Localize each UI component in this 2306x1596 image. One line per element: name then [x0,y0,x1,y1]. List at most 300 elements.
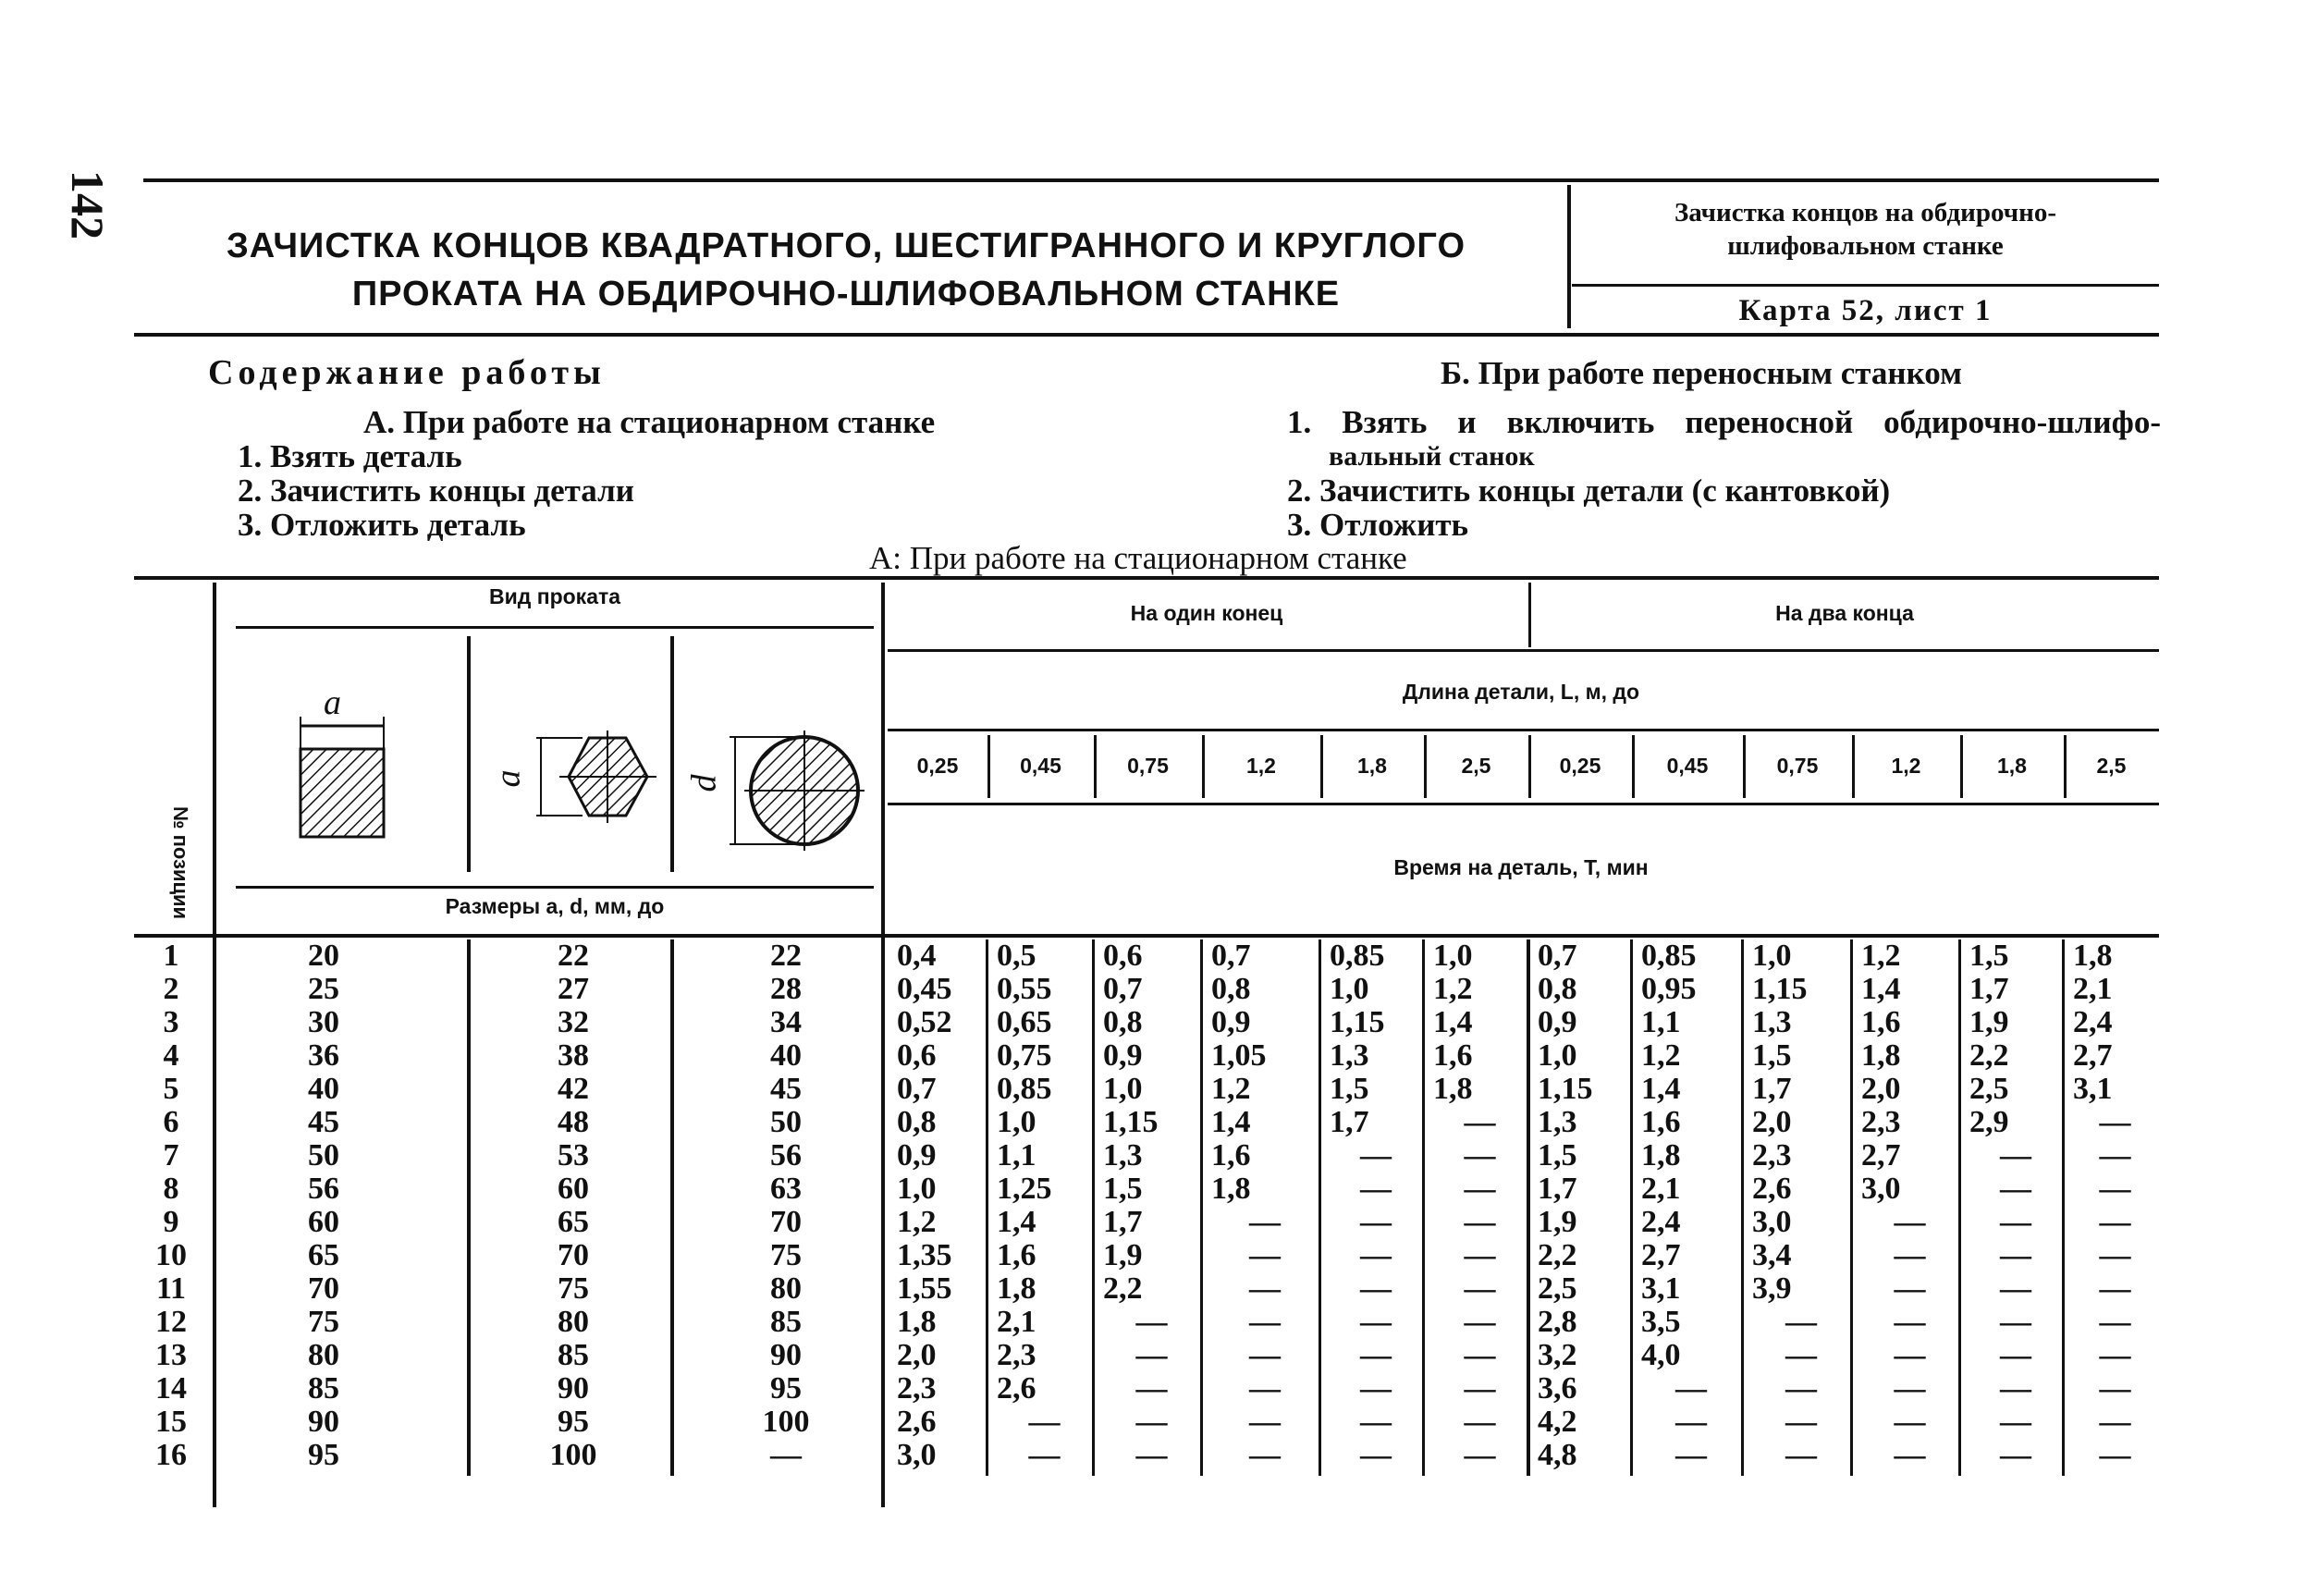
time-value: 3,2 [1538,1338,1577,1372]
time-value: — [1249,1438,1281,1472]
time-value: — [2099,1271,2131,1306]
time-value: 2,0 [897,1338,937,1372]
round-size: 28 [770,972,802,1006]
round-size: — [770,1438,802,1472]
time-value: — [2099,1305,2131,1339]
time-value: 0,85 [1641,939,1697,973]
time-value: 0,8 [1211,972,1251,1006]
time-value: — [1249,1305,1281,1339]
time-value: 2,6 [897,1405,937,1439]
sizes-header-rule [236,886,874,889]
length-value: 0,45 [1020,754,1061,778]
section-a-step-3: 3. Отложить деталь [238,507,526,543]
time-value: — [1785,1438,1817,1472]
time-value: 0,9 [897,1138,937,1172]
round-size: 90 [770,1338,802,1372]
length-divider [987,735,990,798]
square-size: 56 [308,1172,339,1206]
time-value: 0,6 [1103,939,1143,973]
time-value: 1,7 [1969,972,2009,1006]
time-value: 0,85 [1330,939,1385,973]
round-size: 34 [770,1005,802,1039]
round-size: 85 [770,1305,802,1339]
time-value: — [2099,1105,2131,1139]
time-value: — [2099,1172,2131,1206]
time-value: — [2099,1405,2131,1439]
length-divider [1852,735,1855,798]
time-value: 1,0 [1752,939,1792,973]
time-value: 1,0 [1330,972,1369,1006]
time-value: 3,0 [897,1438,937,1472]
time-value: 1,3 [1752,1005,1792,1039]
time-value: 1,8 [2073,939,2113,973]
time-value: 1,7 [1103,1205,1143,1239]
time-value: 1,4 [997,1205,1036,1239]
time-col-divider [1092,939,1095,1476]
length-value: 1,2 [1246,754,1276,778]
group-divider [1528,583,1531,647]
time-value: 1,0 [1103,1072,1143,1106]
time-value: — [1135,1438,1168,1472]
time-value: 3,0 [1861,1172,1901,1206]
time-value: — [1360,1138,1392,1172]
position-column-header: № позиции [169,805,192,920]
length-divider [1632,735,1635,798]
hex-size: 70 [558,1238,589,1272]
time-value: — [1360,1371,1392,1406]
hex-size: 95 [558,1405,589,1439]
hex-size: 100 [549,1438,597,1472]
length-value: 0,25 [1559,754,1601,778]
length-value: 2,5 [2096,754,2127,778]
time-value: — [1360,1172,1392,1206]
time-value: — [2000,1438,2031,1472]
section-b-step-3: 3. Отложить [1287,507,1469,543]
time-value: — [2099,1438,2131,1472]
time-value: 2,5 [1969,1072,2009,1106]
square-size: 95 [308,1438,339,1472]
time-value: 1,15 [1103,1105,1159,1139]
time-value: 0,5 [997,939,1036,973]
square-dim-label: a [324,683,341,722]
time-value: — [1785,1305,1817,1339]
time-value: 1,8 [1433,1072,1473,1106]
time-value: — [1785,1371,1817,1406]
time-value: 1,0 [997,1105,1036,1139]
time-col-divider [1319,939,1321,1476]
time-value: 1,2 [897,1205,937,1239]
round-size: 100 [762,1405,810,1439]
time-value: 2,1 [1641,1172,1681,1206]
time-value: 1,2 [1433,972,1473,1006]
length-divider [1424,735,1427,798]
section-b-step-1: 1. Взять и включить переносной обдирочно-шлифо- вальный станок [1287,404,2161,472]
hex-size: 27 [558,972,589,1006]
hex-size: 42 [558,1072,589,1106]
length-divider [1960,735,1963,798]
position-number: 7 [163,1138,179,1172]
time-header: Время на деталь, Т, мин [1393,855,1649,879]
time-value: — [1249,1205,1281,1239]
time-value: 2,6 [1752,1172,1792,1206]
time-col-divider [1850,939,1853,1476]
time-value: — [1028,1405,1061,1439]
header-divider [1567,185,1571,328]
time-value: 2,3 [1861,1105,1901,1139]
time-value: — [2099,1338,2131,1372]
square-size: 45 [308,1105,339,1139]
square-size: 20 [308,939,339,973]
time-value: 0,65 [997,1005,1052,1039]
time-value: — [1135,1305,1168,1339]
position-number: 8 [163,1172,179,1206]
time-value: — [1464,1138,1496,1172]
time-value: — [2000,1405,2031,1439]
time-value: 1,4 [1433,1005,1473,1039]
position-number: 1 [163,939,179,973]
time-value: — [1894,1238,1926,1272]
time-value: 1,6 [1211,1138,1251,1172]
table-caption: А: При работе на стационарном станке [869,540,1407,576]
time-value: 2,4 [2073,1005,2113,1039]
group-one-end: На один конец [1130,601,1283,625]
section-a-title: А. При работе на стационарном станке [363,404,936,440]
time-col-divider [1741,939,1744,1476]
time-col-divider [986,939,988,1476]
section-b-title: Б. При работе переносным станком [1441,355,1962,391]
position-number: 3 [163,1005,179,1039]
time-value: 1,0 [1433,939,1473,973]
group-rule [888,649,2159,652]
position-number: 2 [163,972,179,1006]
time-value: 3,0 [1752,1205,1792,1239]
length-value: 0,45 [1666,754,1709,778]
section-a-step-1: 1. Взять деталь [238,438,462,474]
time-value: — [1894,1271,1926,1306]
time-value: 1,2 [1641,1038,1681,1073]
round-size: 40 [770,1038,802,1073]
time-value: 1,8 [1641,1138,1681,1172]
time-value: — [2000,1172,2031,1206]
round-size: 56 [770,1138,802,1172]
square-size: 65 [308,1238,339,1272]
hex-size: 75 [558,1271,589,1306]
time-value: 2,6 [997,1371,1036,1406]
time-value: 1,6 [1641,1105,1681,1139]
time-value: 0,7 [1211,939,1251,973]
round-profile-figure [717,726,874,855]
time-value: — [1464,1271,1496,1306]
header-right-rule [1572,284,2159,287]
time-value: 2,4 [1641,1205,1681,1239]
table-top-rule [134,576,2159,580]
time-value: 3,1 [2073,1072,2113,1106]
time-value: 0,8 [897,1105,937,1139]
hex-size: 48 [558,1105,589,1139]
time-value: 2,7 [1641,1238,1681,1272]
position-number: 10 [155,1238,187,1272]
round-size: 95 [770,1371,802,1406]
square-size: 36 [308,1038,339,1073]
time-value: 1,1 [997,1138,1036,1172]
time-value: — [1464,1238,1496,1272]
time-value: — [1894,1305,1926,1339]
length-divider [1320,735,1323,798]
time-value: — [2099,1238,2131,1272]
hex-profile-figure [513,721,661,832]
time-value: — [1894,1405,1926,1439]
time-value: — [2099,1371,2131,1406]
hex-size: 90 [558,1371,589,1406]
time-value: 2,0 [1861,1072,1901,1106]
fig-divider-1 [467,636,471,872]
time-value: — [1464,1105,1496,1139]
position-number: 15 [155,1405,187,1439]
time-value: 1,4 [1641,1072,1681,1106]
time-value: 1,7 [1752,1072,1792,1106]
time-value: 2,1 [2073,972,2113,1006]
time-value: 0,85 [997,1072,1052,1106]
time-value: 1,6 [1861,1005,1901,1039]
time-value: — [1894,1205,1926,1239]
time-value: 1,9 [1969,1005,2009,1039]
round-size: 70 [770,1205,802,1239]
length-divider [1528,735,1531,798]
header-top-rule [143,178,2159,182]
time-value: 2,3 [897,1371,937,1406]
time-value: 1,0 [1538,1038,1577,1073]
length-divider [1202,735,1205,798]
time-value: 1,8 [897,1305,937,1339]
time-value: — [1249,1405,1281,1439]
time-value: — [2099,1138,2131,1172]
position-number: 4 [163,1038,179,1073]
length-value: 0,75 [1127,754,1169,778]
hex-size: 22 [558,939,589,973]
time-value: — [1464,1338,1496,1372]
time-value: — [1464,1371,1496,1406]
time-value: 1,25 [997,1172,1052,1206]
time-value: 3,6 [1538,1371,1577,1406]
time-value: 3,9 [1752,1271,1792,1306]
time-value: — [1135,1405,1168,1439]
time-value: — [1675,1405,1707,1439]
time-value: 1,35 [897,1238,952,1272]
time-value: — [2099,1205,2131,1239]
time-value: 1,15 [1330,1005,1385,1039]
square-size: 50 [308,1138,339,1172]
time-value: 1,05 [1211,1038,1267,1073]
time-value: — [2000,1205,2031,1239]
time-value: — [1894,1371,1926,1406]
time-value: 1,5 [1752,1038,1792,1073]
time-value: — [1360,1271,1392,1306]
time-value: 0,9 [1538,1005,1577,1039]
time-value: 0,8 [1103,1005,1143,1039]
time-value: — [1249,1338,1281,1372]
time-value: 1,9 [1103,1238,1143,1272]
time-value: 0,9 [1211,1005,1251,1039]
time-value: — [2000,1271,2031,1306]
time-value: — [1675,1438,1707,1472]
position-number: 16 [155,1438,187,1472]
body-divider [467,939,471,1476]
hex-size: 85 [558,1338,589,1372]
position-number: 11 [155,1271,187,1306]
time-value: 2,0 [1752,1105,1792,1139]
page-number: 142 [62,170,114,239]
round-size: 63 [770,1172,802,1206]
time-value: — [1135,1371,1168,1406]
header-bottom-rule [134,333,2159,337]
time-value: 2,5 [1538,1271,1577,1306]
time-value: 2,9 [1969,1105,2009,1139]
square-size: 85 [308,1371,339,1406]
time-value: — [1464,1205,1496,1239]
time-value: 1,6 [997,1238,1036,1272]
profile-header: Вид проката [488,584,621,608]
round-size: 50 [770,1105,802,1139]
sizes-header: Размеры а, d, мм, до [445,894,665,918]
lengths-bottom-rule [888,803,2159,805]
time-value: 0,9 [1103,1038,1143,1073]
time-value: 1,7 [1330,1105,1369,1139]
time-value: 1,4 [1211,1105,1251,1139]
round-size: 22 [770,939,802,973]
hex-size: 65 [558,1205,589,1239]
time-value: — [2000,1338,2031,1372]
time-value: 1,1 [1641,1005,1681,1039]
time-value: 0,95 [1641,972,1697,1006]
square-size: 75 [308,1305,339,1339]
position-number: 13 [155,1338,187,1372]
time-value: — [1785,1338,1817,1372]
square-size: 90 [308,1405,339,1439]
time-value: 0,75 [997,1038,1052,1073]
time-value: 1,8 [1211,1172,1251,1206]
time-value: — [1360,1238,1392,1272]
time-value: 1,15 [1538,1072,1593,1106]
time-value: 2,3 [1752,1138,1792,1172]
hex-size: 53 [558,1138,589,1172]
time-value: 4,8 [1538,1438,1577,1472]
time-value: 1,2 [1861,939,1901,973]
time-value: 0,7 [1538,939,1577,973]
time-value: 0,7 [897,1072,937,1106]
length-header: Длина детали, L, м, до [1402,680,1640,704]
length-divider [1094,735,1097,798]
time-value: 4,0 [1641,1338,1681,1372]
time-col-divider [1527,939,1530,1476]
round-size: 80 [770,1271,802,1306]
profile-header-rule [236,626,874,629]
time-value: 4,2 [1538,1405,1577,1439]
time-col-divider [1958,939,1961,1476]
time-value: — [2000,1305,2031,1339]
length-value: 2,5 [1461,754,1491,778]
position-number: 12 [155,1305,187,1339]
time-col-divider [1200,939,1203,1476]
col-divider-profile [881,583,885,1507]
time-value: — [1785,1405,1817,1439]
time-value: 3,1 [1641,1271,1681,1306]
time-value: 2,8 [1538,1305,1577,1339]
time-value: 0,45 [897,972,952,1006]
time-col-divider [2062,939,2065,1476]
length-value: 1,8 [1357,754,1387,778]
time-value: 3,4 [1752,1238,1792,1272]
time-value: 1,5 [1330,1072,1369,1106]
page-title: ЗАЧИСТКА КОНЦОВ КВАДРАТНОГО, ШЕСТИГРАННОГО И КРУГЛОГО ПРОКАТА НА ОБДИРОЧНО-ШЛИФОВАЛЬНОМ СТАНКЕ [226,227,1466,313]
time-value: 1,3 [1330,1038,1369,1073]
length-value: 1,8 [1997,754,2027,778]
time-value: — [1360,1338,1392,1372]
time-col-divider [1630,939,1633,1476]
time-value: 2,2 [1969,1038,2009,1073]
time-value: 0,8 [1538,972,1577,1006]
time-value: — [2000,1238,2031,1272]
time-value: 1,2 [1211,1072,1251,1106]
time-value: 3,5 [1641,1305,1681,1339]
hex-size: 80 [558,1305,589,1339]
time-value: — [2000,1138,2031,1172]
group-two-ends: На два конца [1775,601,1914,625]
position-number: 14 [155,1371,187,1406]
time-value: 1,5 [1969,939,2009,973]
col-divider-position [213,583,216,1507]
time-value: 0,7 [1103,972,1143,1006]
time-value: 1,5 [1103,1172,1143,1206]
time-value: 0,4 [897,939,937,973]
time-value: 2,7 [2073,1038,2113,1073]
hex-dim-label: a [488,769,528,788]
time-col-divider [1422,939,1425,1476]
time-value: 2,7 [1861,1138,1901,1172]
time-value: — [1135,1338,1168,1372]
time-value: 1,55 [897,1271,952,1306]
time-value: 2,3 [997,1338,1036,1372]
card-number: Карта 52, лист 1 [1738,294,1993,327]
square-size: 60 [308,1205,339,1239]
time-value: 1,0 [897,1172,937,1206]
time-value: 1,5 [1538,1138,1577,1172]
time-value: — [1249,1371,1281,1406]
time-value: 1,7 [1538,1172,1577,1206]
length-divider [1743,735,1746,798]
time-value: 0,55 [997,972,1052,1006]
time-value: — [1360,1205,1392,1239]
length-divider [2064,735,2067,798]
length-value: 0,25 [916,754,959,778]
content-heading: Содержание работы [208,353,606,392]
hex-size: 38 [558,1038,589,1073]
section-b-step-2: 2. Зачистить концы детали (с кантовкой) [1287,473,1891,509]
square-size: 25 [308,972,339,1006]
time-value: — [1360,1305,1392,1339]
length-rule [888,729,2159,731]
square-size: 40 [308,1072,339,1106]
time-value: — [1360,1438,1392,1472]
time-value: — [1249,1238,1281,1272]
round-size: 45 [770,1072,802,1106]
round-size: 75 [770,1238,802,1272]
time-value: 1,9 [1538,1205,1577,1239]
header-right-title: Зачистка концов на обдирочно- шлифовальном станке [1674,198,2056,261]
length-value: 1,2 [1891,754,1921,778]
time-value: 0,52 [897,1005,952,1039]
time-value: 1,3 [1103,1138,1143,1172]
time-value: 2,2 [1538,1238,1577,1272]
